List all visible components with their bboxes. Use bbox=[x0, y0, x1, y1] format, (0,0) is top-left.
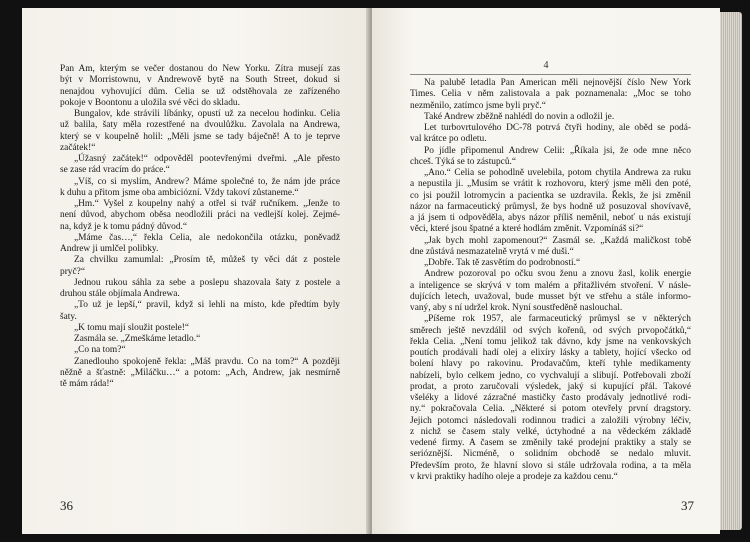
text-line: se zase rád vracím do práce.“ bbox=[60, 165, 170, 176]
text-line: chceš. Týká se to zástupců.“ bbox=[410, 156, 517, 167]
chapter-number: 4 bbox=[543, 60, 549, 71]
text-line: Andrew ji umlčel polibky. bbox=[60, 244, 159, 254]
right-page-text bbox=[410, 78, 691, 483]
text-line: „To už je lepší,“ pravil, když si lehli na místo, kde předtím byly bbox=[74, 300, 340, 311]
text-line: „Jak bych mohl zapomenout?“ Zasmál se. „Každá maličkost tobě bbox=[424, 235, 691, 246]
text-line: Zasmála se. „Zmeškáme letadlo.“ bbox=[74, 334, 201, 344]
text-line: v krvi praktiky hadího oleje a prodeje za každou cenu.“ bbox=[410, 471, 618, 482]
text-line: „Dobře. Tak tě zasvětím do podrobností.“ bbox=[424, 258, 581, 268]
text-line: Andrew pozoroval po očku svou ženu a znovu žasl, kolik energie bbox=[424, 269, 691, 280]
text-line: něžně a šťastně: „Miláčku…“ a potom: „Ach, Andrew, jak nesmírně bbox=[60, 367, 340, 378]
text-line: a já jsem ti odpověděla, abys názor příliš neměnil, neboť u nás existují bbox=[410, 213, 691, 223]
text-line: Jejich potomci následovali rodinnou tradici a založili výrobny léčiv, bbox=[410, 415, 691, 426]
text-line: nenajdou vyhovující dům. Celia se už odstěhovala ze zařízeného bbox=[60, 86, 340, 97]
text-line: nabízeli, bylo celkem jedno, co vychvalují a slibují. Potřebovali zboží bbox=[410, 370, 691, 381]
text-line: „Ano.“ Celia se pohodlně uvelebila, potom chytila Andrewa za ruku bbox=[424, 168, 691, 178]
text-line: Jednou rukou sáhla za sebe a poslepu shazovala šaty z postele a bbox=[74, 277, 340, 288]
right-page-number: 37 bbox=[681, 498, 694, 513]
text-line: směrech ještě nevzdálil od svých kořenů, od svých prvopočátků,“ bbox=[410, 325, 691, 336]
text-line: už balila, šaty měla rozestřené na dvoulůžku. Zavolala na Andrewa, bbox=[60, 120, 340, 131]
text-line: val krátce po odletu. bbox=[410, 134, 487, 145]
left-page-number: 36 bbox=[60, 498, 73, 513]
text-line: pryč?“ bbox=[60, 266, 85, 277]
text-line: dne zůstává nesmazatelně vrytá v mé duši.“ bbox=[410, 246, 574, 257]
text-line: vedené firmy. A časem se změnily také prodejní praktiky a staly se bbox=[410, 438, 691, 448]
text-line: Především proto, že hlavní slovo si stále udržovala rodina, a ta měla bbox=[410, 460, 691, 471]
text-line: serióznější. Nicméně, o solidním obchodě se nedalo mluvit. bbox=[410, 449, 691, 460]
text-line: ny.“ pokračovala Celia. „Některé si potom otevřely první dragstory. bbox=[410, 404, 691, 415]
text-line: Bungalov, kde strávili líbánky, opustí už za necelou hodinku. Celia bbox=[74, 109, 340, 119]
right-page bbox=[372, 8, 720, 534]
left-page-text bbox=[60, 64, 340, 390]
text-line: Times. Celia v něm zalistovala a pak poznamenala: „Moc se toho bbox=[410, 89, 691, 100]
text-line: druhou stále objímala Andrewa. bbox=[60, 289, 180, 299]
text-line: začátek!“ bbox=[60, 142, 96, 153]
left-page bbox=[22, 8, 370, 534]
text-line: názor na farmaceutický průmysl, že bys hodně už posuzoval shovívavě, bbox=[410, 201, 691, 212]
text-line: dujících letech, uvažoval, bude musset být ve střehu a stále informo- bbox=[410, 291, 691, 302]
text-line: „Hm.“ Vyšel z koupelny nahý a otřel si tvář ručníkem. „Jenže to bbox=[74, 199, 340, 209]
text-line: pokoje v Boontonu a uložila své věci do skladu. bbox=[60, 97, 240, 108]
text-line: Také Andrew zběžně nahlédl do novin a odložil je. bbox=[424, 111, 615, 122]
text-line: který se v koupelně holil: „Měli jsme se tady báječně! A to je teprve bbox=[60, 131, 340, 142]
text-line: být v Morristownu, v Andrewově bytě na South Street, dokud si bbox=[60, 75, 340, 86]
text-line: a nepustila ji. „Musím se vrátit k rozhovoru, který jsme měli den poté, bbox=[410, 179, 691, 190]
text-line: „Píšeme rok 1957, ale farmaceutický průmysl se v některých bbox=[424, 314, 691, 325]
text-line: „Víš, co si myslím, Andrew? Máme společné to, že nám jde práce bbox=[74, 176, 340, 187]
text-line: „Máme čas…,“ řekla Celia, ale nedokončila otázku, poněvadž bbox=[74, 232, 340, 243]
chapter-rule bbox=[410, 74, 691, 75]
text-line: věci, které jsou špatné a které hodlám změnit. Vzpomínáš si?“ bbox=[410, 224, 644, 235]
text-line: bolení hlavy po rakovinu. Prodavačům, kteří tyhle medikamenty bbox=[410, 359, 691, 370]
text-line: řekla Celia. „Není tomu jelikož tak dávno, kdy jsme na venkovských bbox=[410, 336, 691, 347]
text-line: „Úžasný začátek!“ odpověděl pootevřenými dveřmi. „Ale přesto bbox=[74, 154, 340, 164]
text-line: z nichž se časem staly velké, úctyhodné a na vědeckém základě bbox=[410, 426, 691, 437]
text-line: na, když je k tomu pádný důvod.“ bbox=[60, 221, 188, 232]
text-line: šaty. bbox=[60, 311, 77, 322]
text-line: k duhu a přitom jsme oba ambiciózní. Vždy takoví zůstaneme.“ bbox=[60, 187, 299, 198]
text-line: Po jídle připomenul Andrew Celii: „Říkala jsi, že ode mne něco bbox=[424, 145, 691, 156]
text-line: a inteligence se skrývá v tom malém a přitažlivém stvoření. V násle- bbox=[410, 280, 691, 291]
page-edges bbox=[720, 12, 742, 530]
text-line: „K tomu mají sloužit postele!“ bbox=[74, 322, 190, 333]
text-line: Na palubě letadla Pan American měli nejnovější číslo New York bbox=[424, 78, 691, 88]
text-line: prodat, a proto zaručovali výsledek, jaký si kupující přál. Takové bbox=[410, 381, 691, 392]
text-line: není důvod, abychom oběsa neodložili práci na vedlejší kolej. Zejmé- bbox=[60, 210, 340, 221]
text-line: vaný, aby s ní udržel krok. Nyní soustředěně naslouchal. bbox=[410, 303, 623, 313]
text-line: co jsi použil lotromycin a pacientka se uzdravila. Řekls, že jsi změnil bbox=[410, 190, 691, 201]
text-line: Let turbovrtulového DC-78 potrvá čtyři hodiny, ale oběd se podá- bbox=[424, 123, 691, 133]
text-line: tě mám ráda!“ bbox=[60, 379, 114, 389]
text-line: „Co na tom?“ bbox=[74, 345, 126, 356]
text-line: nezměnilo, zatímco jsme byli pryč.“ bbox=[410, 100, 546, 111]
text-line: Zanedlouho spokojeně řekla: „Máš pravdu. Co na tom?“ A později bbox=[74, 356, 340, 367]
text-line: Za chvilku zamumlal: „Prosím tě, můžeš ty věci dát z postele bbox=[74, 255, 340, 266]
text-line: Pan Am, kterým se večer dostanou do New Yorku. Zítra musejí zas bbox=[60, 64, 340, 74]
text-line: poutích prodávali hadí olej a elixíry lásky a tablety, hojící všecko od bbox=[410, 348, 691, 358]
text-line: všeléky a lidové zázračné mastičky často prodávaly jednotlivé rodi- bbox=[410, 393, 691, 403]
